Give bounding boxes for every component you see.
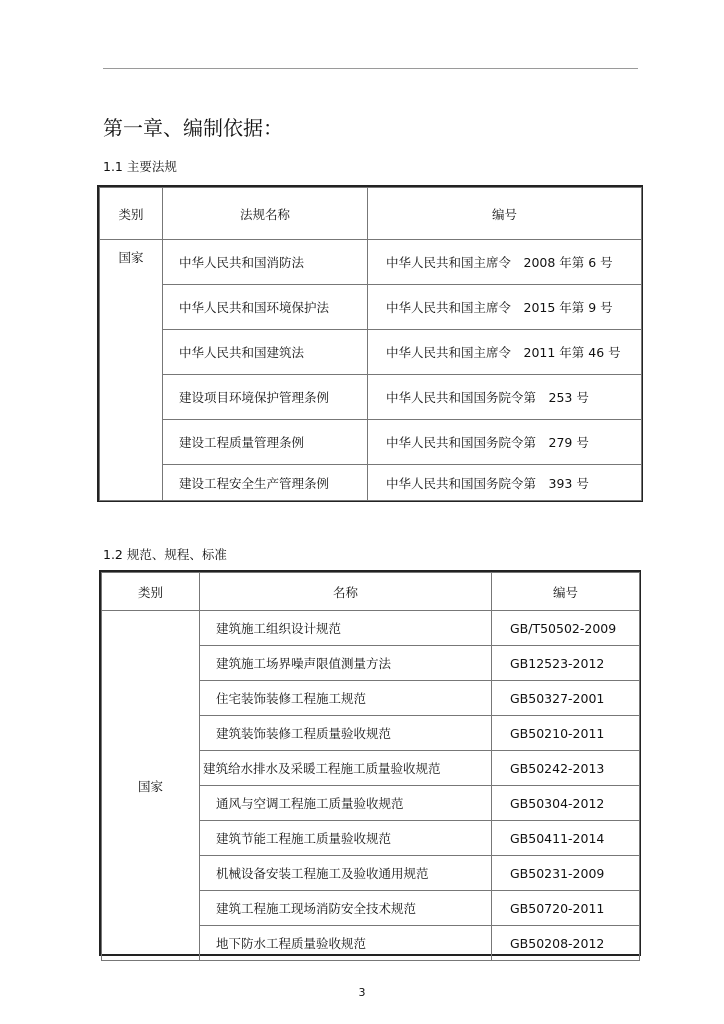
- table-row: [102, 611, 640, 646]
- header-rule: [103, 68, 638, 69]
- law-number: 中华人民共和国国务院令第 253 号: [368, 375, 642, 420]
- standard-number: GB50304-2012: [492, 786, 640, 821]
- page-number: 3: [358, 986, 366, 999]
- law-number: 中华人民共和国国务院令第 393 号: [368, 465, 642, 501]
- header-category: 类别: [100, 188, 163, 240]
- standard-number: GB50327-2001: [492, 681, 640, 716]
- standard-name: 建筑节能工程施工质量验收规范: [200, 821, 492, 856]
- standard-number: GB/T50502-2009: [492, 611, 640, 646]
- header-number: 编号: [368, 188, 642, 240]
- law-name: 中华人民共和国消防法: [163, 240, 368, 285]
- law-name: 建设工程安全生产管理条例: [163, 465, 368, 501]
- law-name: 建设工程质量管理条例: [163, 420, 368, 465]
- table-row: [100, 375, 642, 420]
- standards-table-frame: [99, 570, 641, 956]
- standard-number: GB50210-2011: [492, 716, 640, 751]
- chapter-title: 第一章、编制依据：: [103, 116, 283, 140]
- laws-table: [99, 187, 642, 501]
- table-header-row: [102, 573, 640, 611]
- standard-name: 建筑工程施工现场消防安全技术规范: [200, 891, 492, 926]
- standard-number: GB50231-2009: [492, 856, 640, 891]
- table-header-row: [100, 188, 642, 240]
- laws-table-frame: [97, 185, 643, 502]
- header-category: 类别: [102, 573, 200, 611]
- standards-table: [101, 572, 640, 961]
- standard-name: 机械设备安装工程施工及验收通用规范: [200, 856, 492, 891]
- standard-name: 地下防水工程质量验收规范: [200, 926, 492, 961]
- standard-number: GB50411-2014: [492, 821, 640, 856]
- table-row: [100, 330, 642, 375]
- law-name: 建设项目环境保护管理条例: [163, 375, 368, 420]
- standard-number: GB50208-2012: [492, 926, 640, 961]
- header-name: 名称: [200, 573, 492, 611]
- standard-name: 建筑给水排水及采暖工程施工质量验收规范: [200, 751, 492, 786]
- header-number: 编号: [492, 573, 640, 611]
- standard-name: 通风与空调工程施工质量验收规范: [200, 786, 492, 821]
- standard-number: GB50242-2013: [492, 751, 640, 786]
- header-name: 法规名称: [163, 188, 368, 240]
- table-row: [100, 465, 642, 501]
- table-row: [100, 420, 642, 465]
- standard-name: 住宅装饰装修工程施工规范: [200, 681, 492, 716]
- table-row: [100, 285, 642, 330]
- category-cell: 国家: [102, 611, 200, 961]
- section-title-laws: 1.1 主要法规: [103, 159, 177, 174]
- standard-name: 建筑施工组织设计规范: [200, 611, 492, 646]
- law-name: 中华人民共和国环境保护法: [163, 285, 368, 330]
- category-cell: 国家: [100, 240, 163, 501]
- law-number: 中华人民共和国主席令 2011 年第 46 号: [368, 330, 642, 375]
- standard-name: 建筑施工场界噪声限值测量方法: [200, 646, 492, 681]
- standard-name: 建筑装饰装修工程质量验收规范: [200, 716, 492, 751]
- law-number: 中华人民共和国主席令 2015 年第 9 号: [368, 285, 642, 330]
- law-number: 中华人民共和国国务院令第 279 号: [368, 420, 642, 465]
- standard-number: GB12523-2012: [492, 646, 640, 681]
- law-name: 中华人民共和国建筑法: [163, 330, 368, 375]
- standard-number: GB50720-2011: [492, 891, 640, 926]
- section-title-standards: 1.2 规范、规程、标准: [103, 547, 227, 562]
- law-number: 中华人民共和国主席令 2008 年第 6 号: [368, 240, 642, 285]
- table-row: [100, 240, 642, 285]
